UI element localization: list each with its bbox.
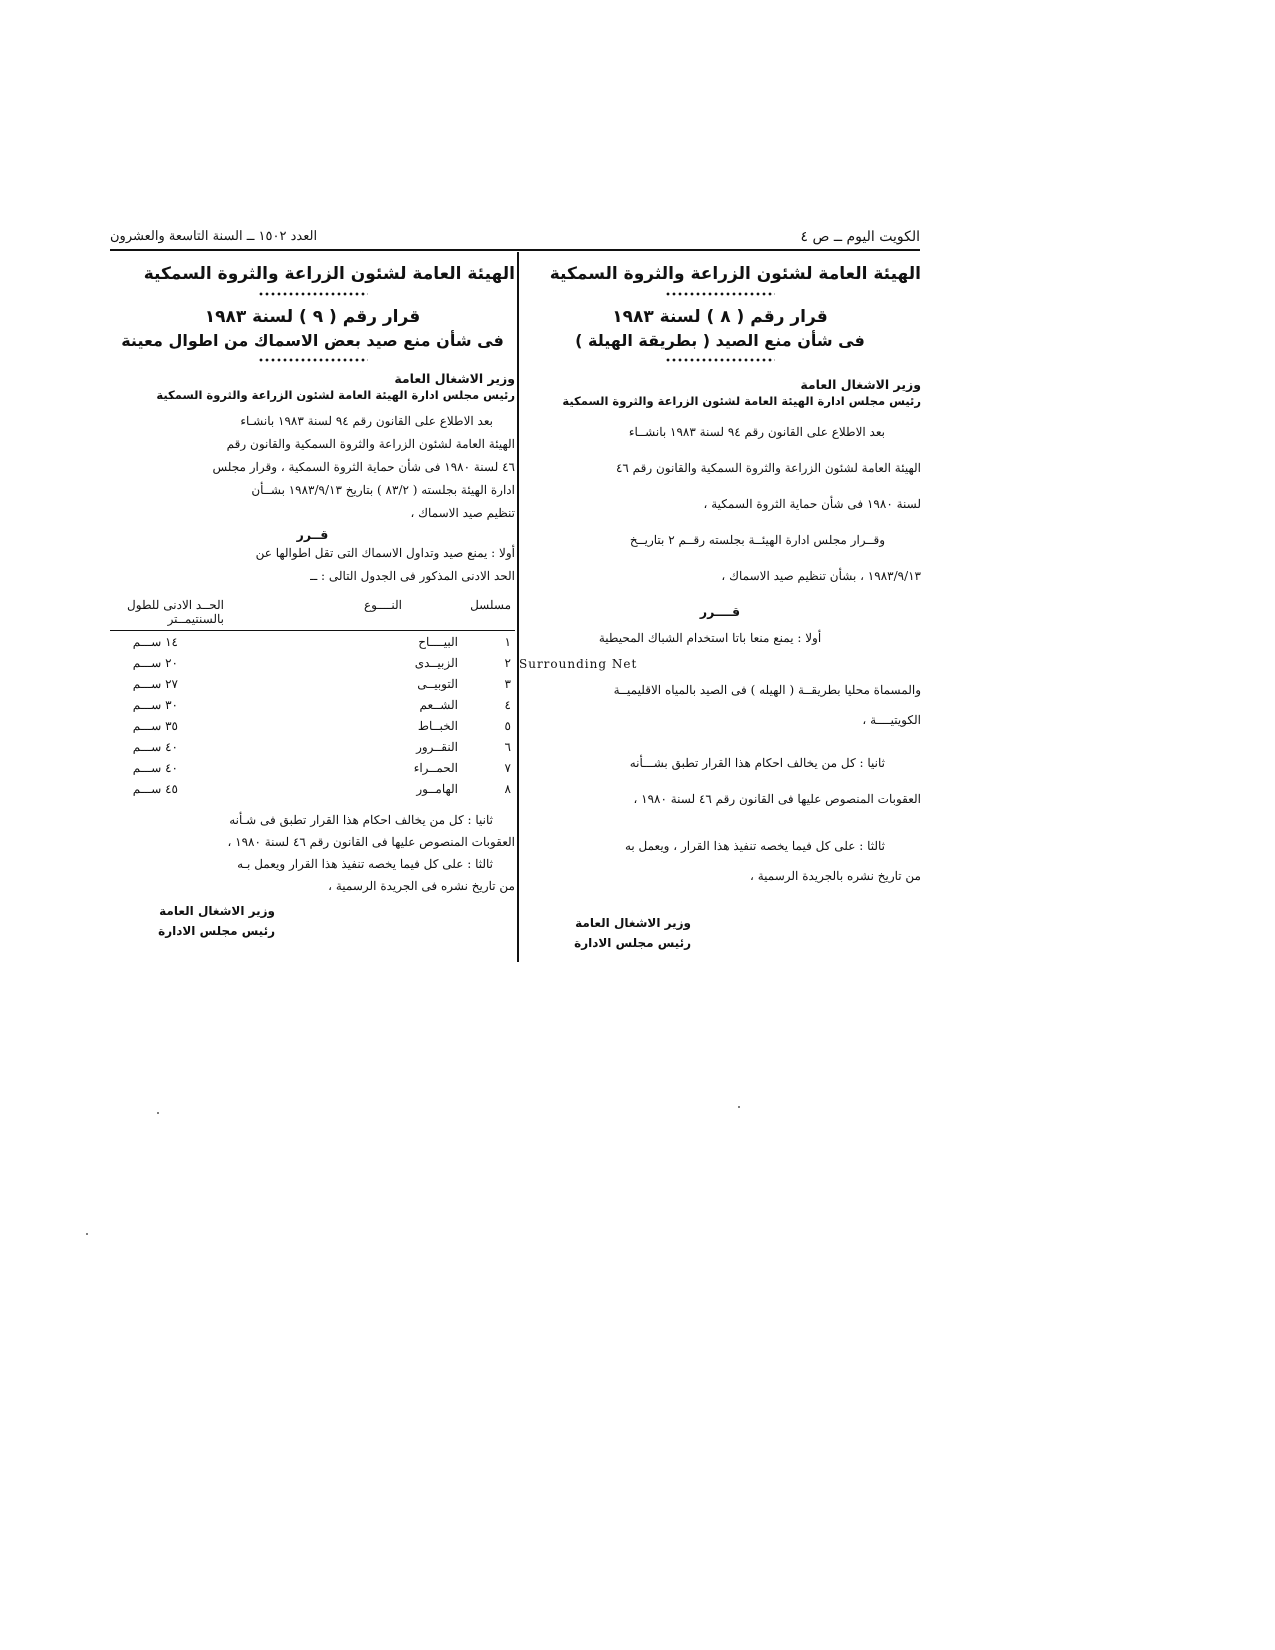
preamble-line: بعد الاطلاع على القانون رقم ٩٤ لسنة ١٩٨٣ بانشـاء	[240, 414, 493, 428]
article-3: ثالثا : على كل فيما يخصه تنفيذ هذا القرار ، ويعمل به	[624, 839, 885, 853]
article-2: ثانيا : كل من يخالف احكام هذا القرار تطبق بشـــأنه	[629, 756, 885, 770]
cell-min-length: ٣٥ ســـم	[132, 718, 178, 733]
scan-speck	[738, 1106, 740, 1108]
signature-chairman: رئيس مجلس الادارة	[574, 936, 691, 950]
signature-minister: وزير الاشغال العامة	[575, 916, 691, 930]
cell-min-length: ٢٠ ســـم	[132, 655, 178, 670]
signature-chairman: رئيس مجلس الادارة	[158, 924, 275, 938]
cell-min-length: ٣٠ ســـم	[132, 697, 178, 712]
cell-serial: ١	[504, 634, 511, 649]
wavy-divider	[258, 292, 368, 297]
chairman-title: رئيس مجلس ادارة الهيئة العامة لشئون الزراعة والثروة السمكية	[156, 388, 515, 402]
table-row	[110, 757, 515, 778]
decision-8-column	[519, 252, 921, 953]
cell-serial: ٤	[504, 697, 511, 712]
article-3: من تاريخ نشره فى الجريدة الرسمية ،	[328, 879, 515, 893]
decision-9-column	[110, 252, 515, 941]
cell-type: الخبــاط	[417, 718, 458, 733]
col-header-type: النــــوع	[228, 598, 462, 631]
preamble-line: ادارة الهيئة بجلسته ( ٨٣/٢ ) بتاريخ ١٩٨٣/٩/١٣ بشــأن	[251, 483, 515, 497]
decision-subject: فى شأن منع الصيد ( بطريقة الهيلة )	[575, 331, 865, 350]
cell-min-length: ٢٧ ســـم	[132, 676, 178, 691]
header-issue: العدد ١٥٠٢ ــ السنة التاسعة والعشرون	[110, 229, 318, 244]
article-2: العقوبات المنصوص عليها فى القانون رقم ٤٦ لسنة ١٩٨٠ ،	[227, 835, 515, 849]
decision-title: قرار رقم ( ٩ ) لسنة ١٩٨٣	[204, 307, 421, 327]
decided-heading: قــرر	[296, 527, 329, 542]
minister-title: وزير الاشغال العامة	[800, 377, 921, 392]
article-1: الكويتيــــة ،	[862, 713, 921, 727]
table-row	[110, 715, 515, 736]
preamble-line: الهيئة العامة لشئون الزراعة والثروة السمكية والقانون رقم	[226, 437, 515, 451]
preamble-line: ٤٦ لسنة ١٩٨٠ فى شأن حماية الثروة السمكية ، وقرار مجلس	[212, 460, 515, 474]
cell-min-length: ٤٠ ســـم	[132, 739, 178, 754]
article-1-english-term: Surrounding Net	[519, 657, 638, 671]
scan-speck	[86, 1233, 88, 1235]
min-length-table	[110, 598, 515, 799]
wavy-divider	[665, 292, 775, 297]
preamble-line: لسنة ١٩٨٠ فى شأن حماية الثروة السمكية ،	[703, 497, 921, 511]
col-header-min-length-unit: بالسنتيمــتر	[167, 612, 224, 626]
cell-type: النقــرور	[416, 739, 458, 754]
preamble-line: تنظيم صيد الاسماك ،	[410, 506, 515, 520]
cell-type: البيــــاح	[418, 634, 458, 649]
article-2: العقوبات المنصوص عليها فى القانون رقم ٤٦ لسنة ١٩٨٠ ،	[633, 792, 921, 806]
cell-type: الزبيــدى	[414, 655, 458, 670]
cell-serial: ٧	[504, 760, 511, 775]
article-1: أولا : يمنع صيد وتداول الاسماك التى تقل اطوالها عن	[255, 546, 515, 560]
table-row	[110, 694, 515, 715]
decided-heading: قــــرر	[699, 604, 741, 619]
article-2: ثانيا : كل من يخالف احكام هذا القرار تطبق فى شـأنه	[229, 813, 493, 827]
scan-speck	[157, 1112, 159, 1114]
chairman-title: رئيس مجلس ادارة الهيئة العامة لشئون الزراعة والثروة السمكية	[562, 394, 921, 408]
preamble-line: الهيئة العامة لشئون الزراعة والثروة السمكية والقانون رقم ٤٦	[615, 461, 921, 475]
org-heading: الهيئة العامة لشئون الزراعة والثروة السمكية	[143, 264, 515, 284]
col-header-min-length-line: الحــد الادنى للطول	[127, 598, 224, 612]
col-header-serial: مسلسل	[462, 598, 515, 631]
cell-type: الهامــور	[416, 781, 458, 796]
cell-serial: ٨	[504, 781, 511, 796]
org-heading: الهيئة العامة لشئون الزراعة والثروة السمكية	[549, 264, 921, 284]
decision-title: قرار رقم ( ٨ ) لسنة ١٩٨٣	[612, 307, 828, 327]
minister-title: وزير الاشغال العامة	[394, 371, 515, 386]
wavy-divider	[258, 358, 368, 363]
wavy-divider	[665, 358, 775, 363]
preamble-line: بعد الاطلاع على القانون رقم ٩٤ لسنة ١٩٨٣ بانشــاء	[628, 425, 885, 439]
cell-type: الشــعم	[419, 697, 458, 712]
cell-min-length: ٤٥ ســـم	[132, 781, 178, 796]
article-1: أولا : يمنع منعا باتا استخدام الشباك المحيطية	[598, 631, 822, 645]
article-3: ثالثا : على كل فيما يخصه تنفيذ هذا القرار ويعمل بـه	[237, 857, 493, 871]
page-header	[110, 229, 920, 251]
decision-subject: فى شأن منع صيد بعض الاسماك من اطوال معينة	[121, 331, 504, 350]
cell-type: الحمــراء	[413, 760, 458, 775]
header-publication: الكويت اليوم ــ ص ٤	[800, 229, 920, 245]
table-header-row	[110, 598, 515, 631]
cell-min-length: ١٤ ســـم	[132, 634, 178, 649]
table-row	[110, 631, 515, 653]
cell-type: التوبيــى	[417, 676, 458, 691]
article-1: والمسماة محليا بطريقــة ( الهيله ) فى الصيد بالمياه الاقليميــة	[613, 683, 921, 697]
cell-serial: ٢	[504, 655, 511, 670]
table-row	[110, 673, 515, 694]
cell-min-length: ٤٠ ســـم	[132, 760, 178, 775]
preamble-line: ١٩٨٣/٩/١٣ ، بشأن تنظيم صيد الاسماك ،	[721, 569, 921, 583]
table-row	[110, 778, 515, 799]
table-row	[110, 652, 515, 673]
table-row	[110, 736, 515, 757]
article-3: من تاريخ نشره بالجريدة الرسمية ،	[750, 869, 921, 883]
cell-serial: ٦	[504, 739, 511, 754]
signature-minister: وزير الاشغال العامة	[159, 904, 275, 918]
cell-serial: ٣	[504, 676, 511, 691]
article-1: الحد الادنى المذكور فى الجدول التالى : ــ	[310, 569, 515, 583]
col-header-min-length	[110, 598, 228, 631]
preamble-line: وقــرار مجلس ادارة الهيئــة بجلسته رقــم ٢ بتاريــخ	[629, 533, 885, 547]
cell-serial: ٥	[504, 718, 511, 733]
